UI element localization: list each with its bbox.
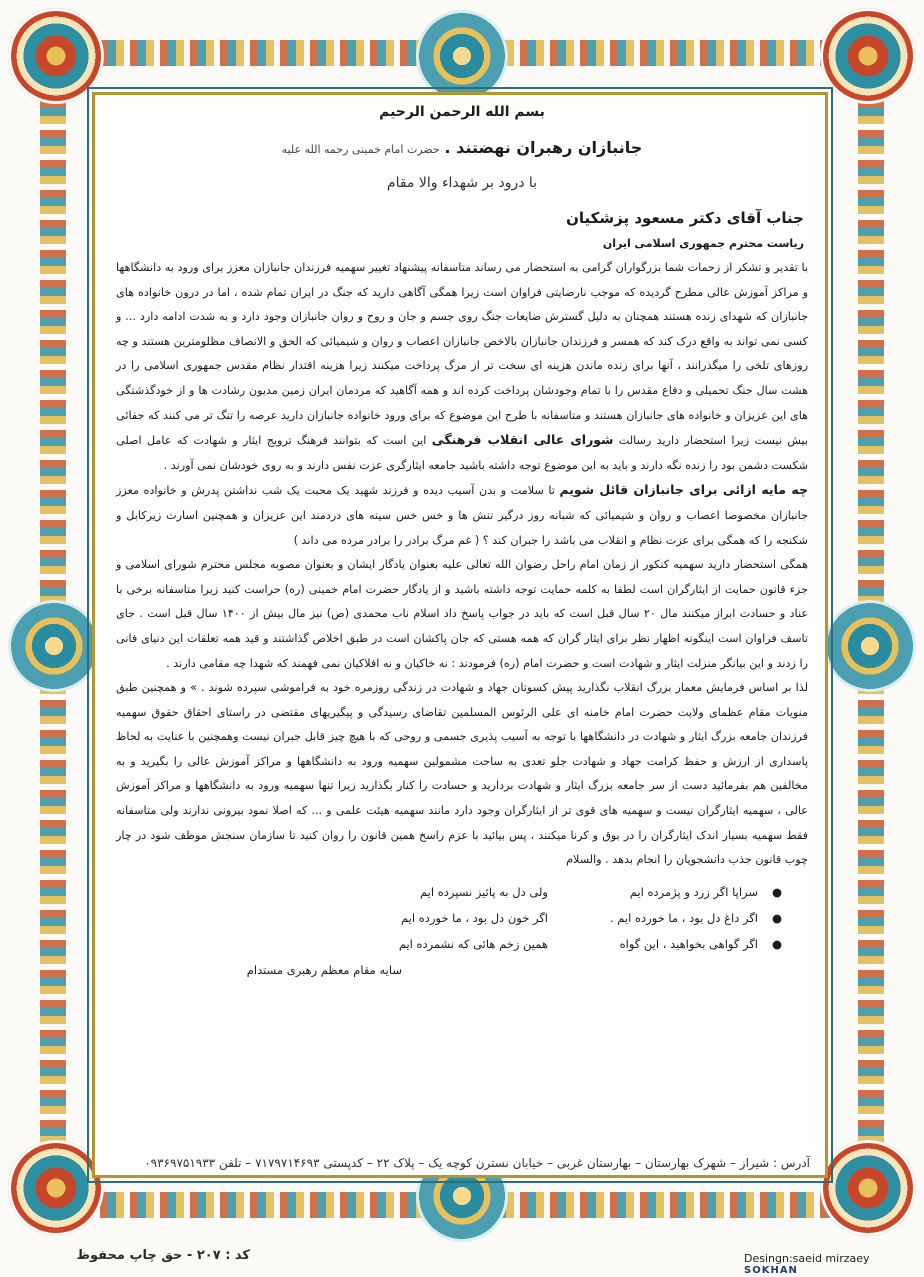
left-medallion-icon	[8, 600, 100, 692]
paragraph-4: لذا بر اساس فرمایش معمار بزرگ انقلاب نگذارید پیش کسوتان جهاد و شهادت در زندگی روزمره خود به فراموشی سپرده شوند . » و همچنین طبق منویات مقام عظمای ولایت حضرت امام خامنه ای علی الرئوس المسلمین تقاضای رسیدگی و پیگیریهای مقتضی در راستای احقاق حقوق سهمیه فرزندان جامعه بزرگ ایثار و شهادت در دانشگاهها با توجه به آسیب پذیری جسمی و روحی که با هیچ چیز قابل جبران نیست وهمچنین با عنایت به لحاظ پاسداری از ارزش و حفظ کرامت جهاد و شهادت جلو تعدی به ساحت مشمولین سهمیه ورود به دانشگاهها و مراکز آموزش عالی را بگیرید و به مخالفین هم بفرمائید دست از سر جامعه بزرگ ایثار و شهادت بردارید و حسادت را کنار بگذارید زیرا تنها سهمیه ورود به دانشگاهها و مراکز آموزش عالی ، سهمیه ایثارگران نیست و سهمیه های قوی تر از ایثارگران وجود دارد مانند سهمیه هیئت علمی و ... که اصلا نمود بیرونی ندارند ولی متاسفانه فقط سهمیه بسیار اندک ایثارگران را در بوق و کرنا میکنند ، پس بیائید با عزم راسخ همین قانون را روان کنید تا سازمان سنجش موظف شود در چار چوب قانون جذب دانشجویان را انجام بدهد . والسلام	[116, 681, 808, 867]
salute-line: با درود بر شهداء والا مقام	[386, 175, 538, 191]
poem-verse	[112, 879, 782, 905]
bismillah: بسم الله الرحمن الرحیم	[379, 104, 545, 120]
bullet-icon: ●	[771, 884, 782, 899]
closing-signature: سایه مقام معظم رهبری مستدام	[246, 962, 402, 977]
paragraph-1-end: این است که بتوانند فرهنگ ترویج ایثار و شهادت که عامل اصلی شکست دشمن بود را زنده نگه دارند و باید به این موضوع توجه داشته باشید جامعه ایثارگری عزت نفس دارند و به روی خودشان نمی آورند .	[116, 434, 808, 472]
verse-second-half: همین زخم هائی که نشمرده ایم	[398, 936, 548, 951]
paragraph-1-text: با تقدیر و تشکر از زحمات شما بزرگواران گرامی به استحضار می رساند متاسفانه پیشنهاد تغییر سهمیه فرزندان جانبازان معزز برای ورود به دانشگاهها و مراکز آموزش عالی مطرح گردیده که موجب نارضایتی فراوان است زیرا همگی آگاهی دارید که جنگ در ایران تمام شده ، اما در درون خانواده های جانبازان که شهدای زنده هستند همچنان به دلیل گسترش ضایعات جنگ روی جسم و جان و روح و روان جانبازان وجود دارد و به شدت ادامه دارد ... و کسی نمی تواند به واقع درک کند که همسر و فرزندان جانبازان بالاخص جانبازان اعصاب و روان و شیمیائی که الحق و الانصاف مظلومترین هستند و چه روزهای تلخی را میگذرانند ، آنها برای زنده ماندن هزینه ای سخت تر از مرگ پرداخت میکنند زیرا هزینه اقتدار نظام مقدس جمهوری اسلامی را در هشت سال جنگ تحمیلی و دفاع مقدس را با تمام وجودشان پرداخت کرده اند و همه آگاهید که مردمان ایران زمین مدیون رشادت ها و از خودگذشتگی های این عزیزان و خانواده های جانبازان هستند و متاسفانه با طرح این موضوع که برای ورود خانواده جانبازان دارید عرصه را تنگ تر می کنند که جفائی بیش نیست زیرا استحضار دارید رسالت	[116, 261, 809, 448]
corner-rosette-icon	[820, 1140, 916, 1236]
corner-rosette-icon	[820, 8, 916, 104]
bullet-icon: ●	[771, 936, 782, 951]
paragraph-2	[116, 478, 808, 553]
sender-address: آدرس : شیراز – شهرک بهارستان – بهارستان غربی – خیابان نسترن کوچه یک – پلاک ۲۲ – کدپستی ۷۱۷۹۷۱۴۶۹۳ – تلفن ۰۹۳۶۹۷۵۱۹۳۳	[144, 1156, 810, 1170]
right-medallion-icon	[824, 600, 916, 692]
top-medallion-icon	[416, 10, 508, 102]
poem-list	[112, 879, 812, 957]
letter-body	[112, 256, 812, 873]
addressee-title: ریاست محترم جمهوری اسلامی ایران	[602, 237, 804, 250]
corner-rosette-icon	[8, 8, 104, 104]
verse-first-half: اگر داغ دل بود ، ما خورده ایم .	[609, 910, 758, 925]
designer-name: Desingn:saeid mirzaey	[744, 1252, 870, 1265]
verse-first-half: اگر گواهی بخواهید ، این گواه	[619, 936, 758, 951]
paragraph-3: همگی استحضار دارید سهمیه کنکور از زمان امام راحل رضوان الله تعالی علیه بعنوان یادگار ایشان و بعنوان مصوبه مجلس محترم شورای اسلامی و جزء قانون حمایت از ایثارگران است لطفا به کلمه حمایت توجه داشته باشید و از یادگار حضرت امام خمینی (ره) حراست کنید زیرا متاسفانه برخی با عناد و حسادت ابراز میکنند مال ۲۰ سال قبل است که باید در جواب پاسخ داد اسلام ناب محمدی (ص) نیز مال بیش از ۱۴۰۰ سال قبل است . جای تاسف فراوان است اینگونه اظهار نظر برای ایثار گران که همه هستی که جان پاکشان است در طبق اخلاص گذاشتند و قید همه تعلقات این دنیای فانی را زدند و این بیانگر منزلت ایثار و شهادت است و حضرت امام (ره) فرمودند : نه خاکیان و نه افلاکیان نمی فهمند که شهدا چه مقامی دارند .	[116, 558, 808, 670]
addressee-name: جناب آقای دکتر مسعود پزشکیان	[566, 209, 804, 227]
corner-rosette-icon	[8, 1140, 104, 1236]
quote-text: جانبازان رهبران نهضتند .	[444, 138, 643, 157]
quote-author: حضرت امام خمینی رحمه الله علیه	[281, 143, 440, 156]
poem-verse	[112, 905, 782, 931]
poem-verse	[112, 931, 782, 957]
paragraph-1-emphasis: شورای عالی انقلاب فرهنگی	[431, 432, 614, 448]
verse-second-half: اگر خون دل بود ، ما خورده ایم	[400, 910, 548, 925]
header-quote	[112, 138, 812, 157]
paragraph-2-emphasis: چه مایه ازائی برای جانبازان قائل شویم	[559, 482, 808, 498]
design-credit	[744, 1252, 920, 1276]
verse-first-half: سراپا اگر زرد و پژمرده ایم	[629, 884, 758, 899]
paragraph-2-text: تا سلامت و بدن آسیب دیده و فرزند شهید یک محبت یک شب نداشتن پدرش و خانواده معزز جانبازان مخصوصا اعصاب و روان و شیمیائی که شبانه روز درگیر تنش ها و خس خس سینه های دردمند این عزیزان و همچنین اسارت زیرکابل و شکنجه را که همگی برای عزت نظام و انقلاب می باشد را جبران کند ؟ ( غم مرگ برادر را برادر مرده می داند )	[116, 484, 808, 547]
brand-logo: SOKHAN	[744, 1265, 798, 1276]
letter-content	[112, 96, 812, 1146]
bullet-icon: ●	[771, 910, 782, 925]
paragraph-1	[116, 256, 808, 478]
verse-second-half: ولی دل به پائیز نسپرده ایم	[420, 884, 548, 899]
print-code: کد : ۲۰۷ - حق چاپ محفوظ	[76, 1248, 250, 1263]
